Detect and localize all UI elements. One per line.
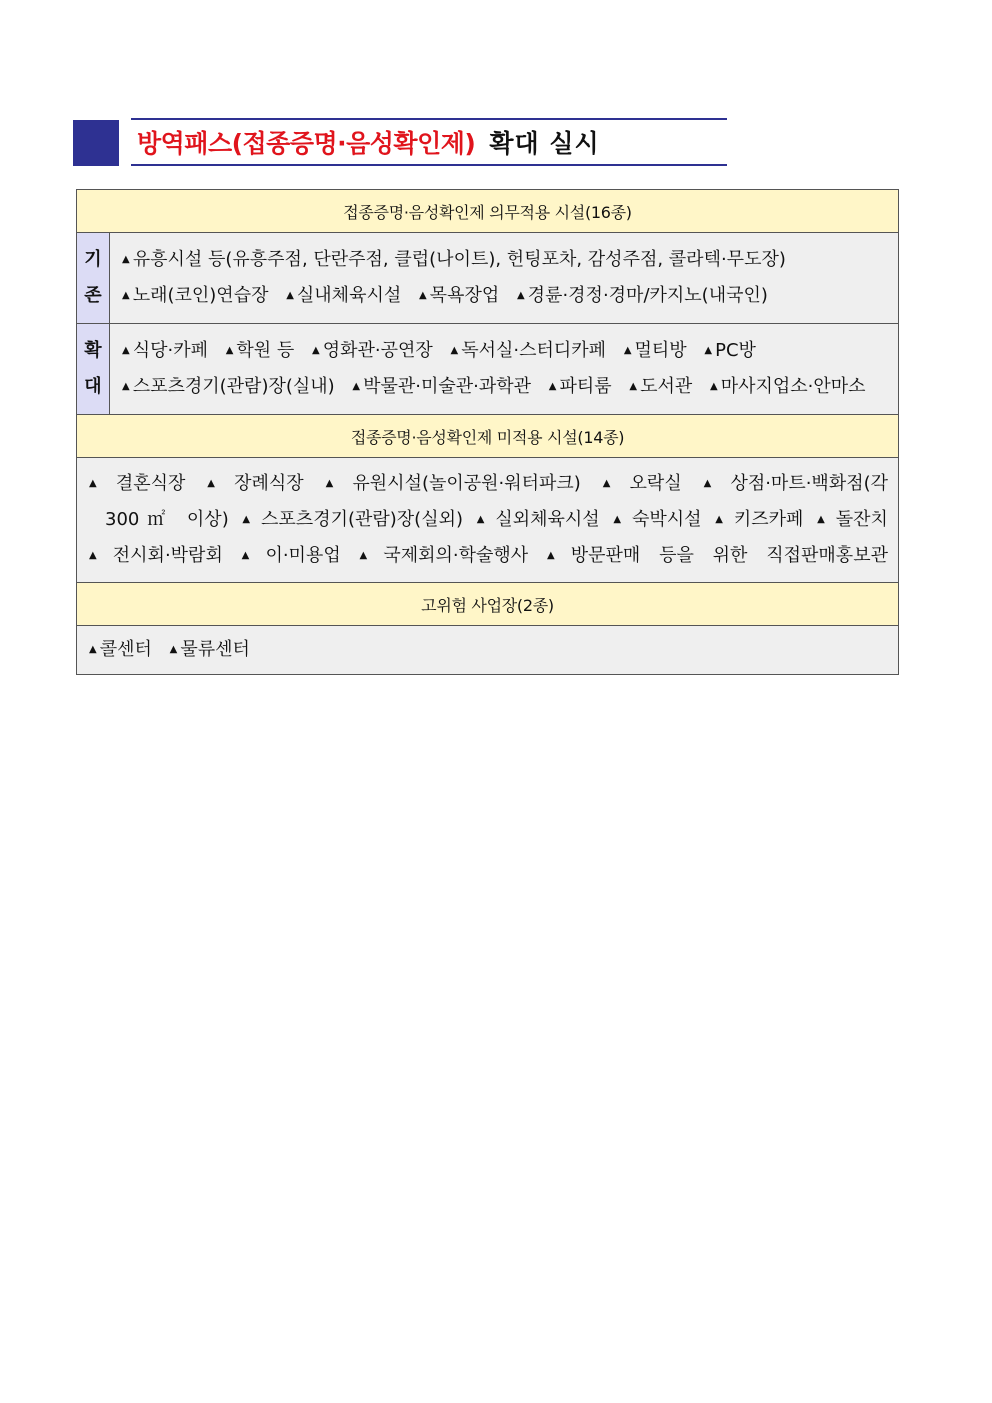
- list-item: [286, 285, 401, 306]
- bullet-triangle-icon: ▲: [418, 290, 427, 301]
- list-item: [715, 509, 803, 530]
- list-line: [122, 333, 890, 369]
- list-item-text: 장례식장: [234, 473, 304, 494]
- list-item: [603, 473, 682, 494]
- title-accent-block: [73, 120, 119, 166]
- row-body-existing: [110, 233, 898, 323]
- page-title: [131, 118, 727, 166]
- list-item: [242, 545, 341, 566]
- list-item-text: 콜센터: [99, 639, 152, 660]
- list-item-text: 실내체육시설: [296, 285, 402, 306]
- list-item: [122, 249, 786, 270]
- list-line: [122, 242, 890, 278]
- list-item: [352, 376, 531, 397]
- list-item-text: 식당·카페: [132, 340, 208, 361]
- list-line: [122, 369, 890, 405]
- bullet-triangle-icon: ▲: [817, 514, 833, 525]
- bullet-triangle-icon: ▲: [89, 644, 97, 655]
- bullet-triangle-icon: ▲: [516, 290, 525, 301]
- list-item-text: 이·미용업: [265, 545, 341, 566]
- row-label-expanded: [77, 324, 110, 414]
- list-item: [242, 509, 463, 530]
- bullet-triangle-icon: ▲: [359, 550, 381, 561]
- bullet-triangle-icon: ▲: [548, 381, 557, 392]
- bullet-triangle-icon: ▲: [286, 290, 294, 301]
- bullet-triangle-icon: ▲: [546, 550, 568, 561]
- list-item-text: 유원시설(놀이공원·워터파크): [352, 473, 581, 494]
- bullet-triangle-icon: ▲: [312, 345, 320, 356]
- bullet-triangle-icon: ▲: [325, 478, 350, 489]
- list-item-text: 300㎡ 이상): [105, 509, 229, 530]
- bullet-triangle-icon: ▲: [225, 345, 234, 356]
- list-item: [360, 545, 529, 566]
- bullet-triangle-icon: ▲: [476, 514, 493, 525]
- bullet-triangle-icon: ▲: [122, 254, 130, 265]
- bullet-triangle-icon: ▲: [89, 478, 113, 489]
- list-item-text: 키즈카페: [733, 509, 804, 530]
- list-item-text: PC방: [715, 340, 756, 361]
- list-item: [629, 376, 692, 397]
- list-item-text: 도서관: [640, 376, 693, 397]
- list-item: [122, 376, 335, 397]
- list-item-text: 결혼식장: [115, 473, 186, 494]
- list-item: [170, 639, 250, 660]
- bullet-triangle-icon: ▲: [122, 345, 130, 356]
- list-item: [89, 473, 185, 494]
- row-label-existing: [77, 233, 110, 323]
- list-item-continuation: [105, 509, 229, 530]
- list-item: [312, 340, 433, 361]
- list-item: [89, 545, 223, 566]
- list-item: [226, 340, 295, 361]
- list-item: [549, 376, 612, 397]
- list-item: [547, 545, 888, 566]
- list-item-text: 학원 등: [236, 340, 295, 361]
- bullet-triangle-icon: ▲: [122, 290, 130, 301]
- list-item-text: 스포츠경기(관람)장(실외): [261, 509, 464, 530]
- facilities-table: [76, 189, 899, 675]
- list-item-text: 파티룸: [559, 376, 612, 397]
- bullet-triangle-icon: ▲: [352, 381, 361, 392]
- list-item-text: 영화관·공연장: [322, 340, 433, 361]
- row-label-char: 기: [84, 249, 102, 270]
- list-item: [704, 473, 888, 494]
- bullet-triangle-icon: ▲: [450, 345, 459, 356]
- bullet-triangle-icon: ▲: [613, 514, 629, 525]
- list-item-text: 유흥시설 등(유흥주점, 단란주점, 클럽(나이트), 헌팅포차, 감성주점, 콜라텍·무도장): [132, 249, 786, 270]
- row-expanded: [77, 324, 898, 415]
- list-item: [613, 509, 701, 530]
- row-label-char: 확: [84, 340, 102, 361]
- row-existing: [77, 233, 898, 324]
- section-body-exempt: [77, 458, 898, 583]
- bullet-triangle-icon: ▲: [703, 478, 728, 489]
- bullet-triangle-icon: ▲: [169, 644, 178, 655]
- section-header-exempt: 접종증명·음성확인제 미적용 시설(14종): [77, 415, 898, 458]
- list-item: [122, 285, 268, 306]
- bullet-triangle-icon: ▲: [242, 514, 259, 525]
- list-item-text: 마사지업소·안마소: [720, 376, 866, 397]
- list-item-text: 돌잔치: [835, 509, 888, 530]
- list-item-text: 숙박시설: [631, 509, 702, 530]
- page-title-highlight: 방역패스(접종증명·음성확인제): [137, 129, 476, 158]
- list-item: [122, 340, 208, 361]
- list-item-text: 실외체육시설: [495, 509, 600, 530]
- list-line: [122, 278, 890, 314]
- list-item-text: 물류센터: [180, 639, 250, 660]
- list-item: [704, 340, 756, 361]
- list-item-text: 노래(코인)연습장: [132, 285, 269, 306]
- bullet-triangle-icon: ▲: [710, 381, 718, 392]
- row-body-expanded: [110, 324, 898, 414]
- list-line: [89, 538, 888, 574]
- list-line: [89, 466, 888, 502]
- section-header-mandatory: 접종증명·음성확인제 의무적용 시설(16종): [77, 190, 898, 233]
- list-item-text: 상점·마트·백화점(각: [730, 473, 888, 494]
- list-item: [419, 285, 499, 306]
- list-item-text: 전시회·박람회: [112, 545, 223, 566]
- list-item-text: 경륜·경정·경마/카지노(내국인): [527, 285, 768, 306]
- section-body-high-risk: [77, 626, 898, 674]
- bullet-triangle-icon: ▲: [629, 381, 638, 392]
- bullet-triangle-icon: ▲: [715, 514, 731, 525]
- bullet-triangle-icon: ▲: [241, 550, 263, 561]
- list-item: [451, 340, 607, 361]
- list-item: [207, 473, 303, 494]
- row-label-char: 존: [84, 285, 102, 306]
- page-title-suffix: 확대 실시: [489, 129, 600, 158]
- bullet-triangle-icon: ▲: [89, 550, 110, 561]
- bullet-triangle-icon: ▲: [602, 478, 627, 489]
- list-item: [89, 639, 152, 660]
- list-item-text: 방문판매 등을 위한 직접판매홍보관: [570, 545, 888, 566]
- list-item-text: 스포츠경기(관람)장(실내): [132, 376, 335, 397]
- bullet-triangle-icon: ▲: [623, 345, 632, 356]
- bullet-triangle-icon: ▲: [704, 345, 713, 356]
- list-item-text: 독서실·스터디카페: [461, 340, 607, 361]
- list-item: [817, 509, 888, 530]
- row-label-char: 대: [84, 376, 102, 397]
- list-item-text: 박물관·미술관·과학관: [363, 376, 532, 397]
- list-item: [710, 376, 866, 397]
- list-item: [517, 285, 768, 306]
- list-line: [89, 502, 888, 538]
- list-item: [326, 473, 581, 494]
- list-item-text: 멀티방: [634, 340, 687, 361]
- section-header-high-risk: 고위험 사업장(2종): [77, 583, 898, 626]
- bullet-triangle-icon: ▲: [207, 478, 232, 489]
- bullet-triangle-icon: ▲: [122, 381, 130, 392]
- list-item: [624, 340, 687, 361]
- list-item-text: 국제회의·학술행사: [383, 545, 529, 566]
- list-line: [89, 632, 888, 668]
- list-item-text: 오락실: [629, 473, 682, 494]
- list-item-text: 목욕장업: [429, 285, 500, 306]
- list-item: [477, 509, 600, 530]
